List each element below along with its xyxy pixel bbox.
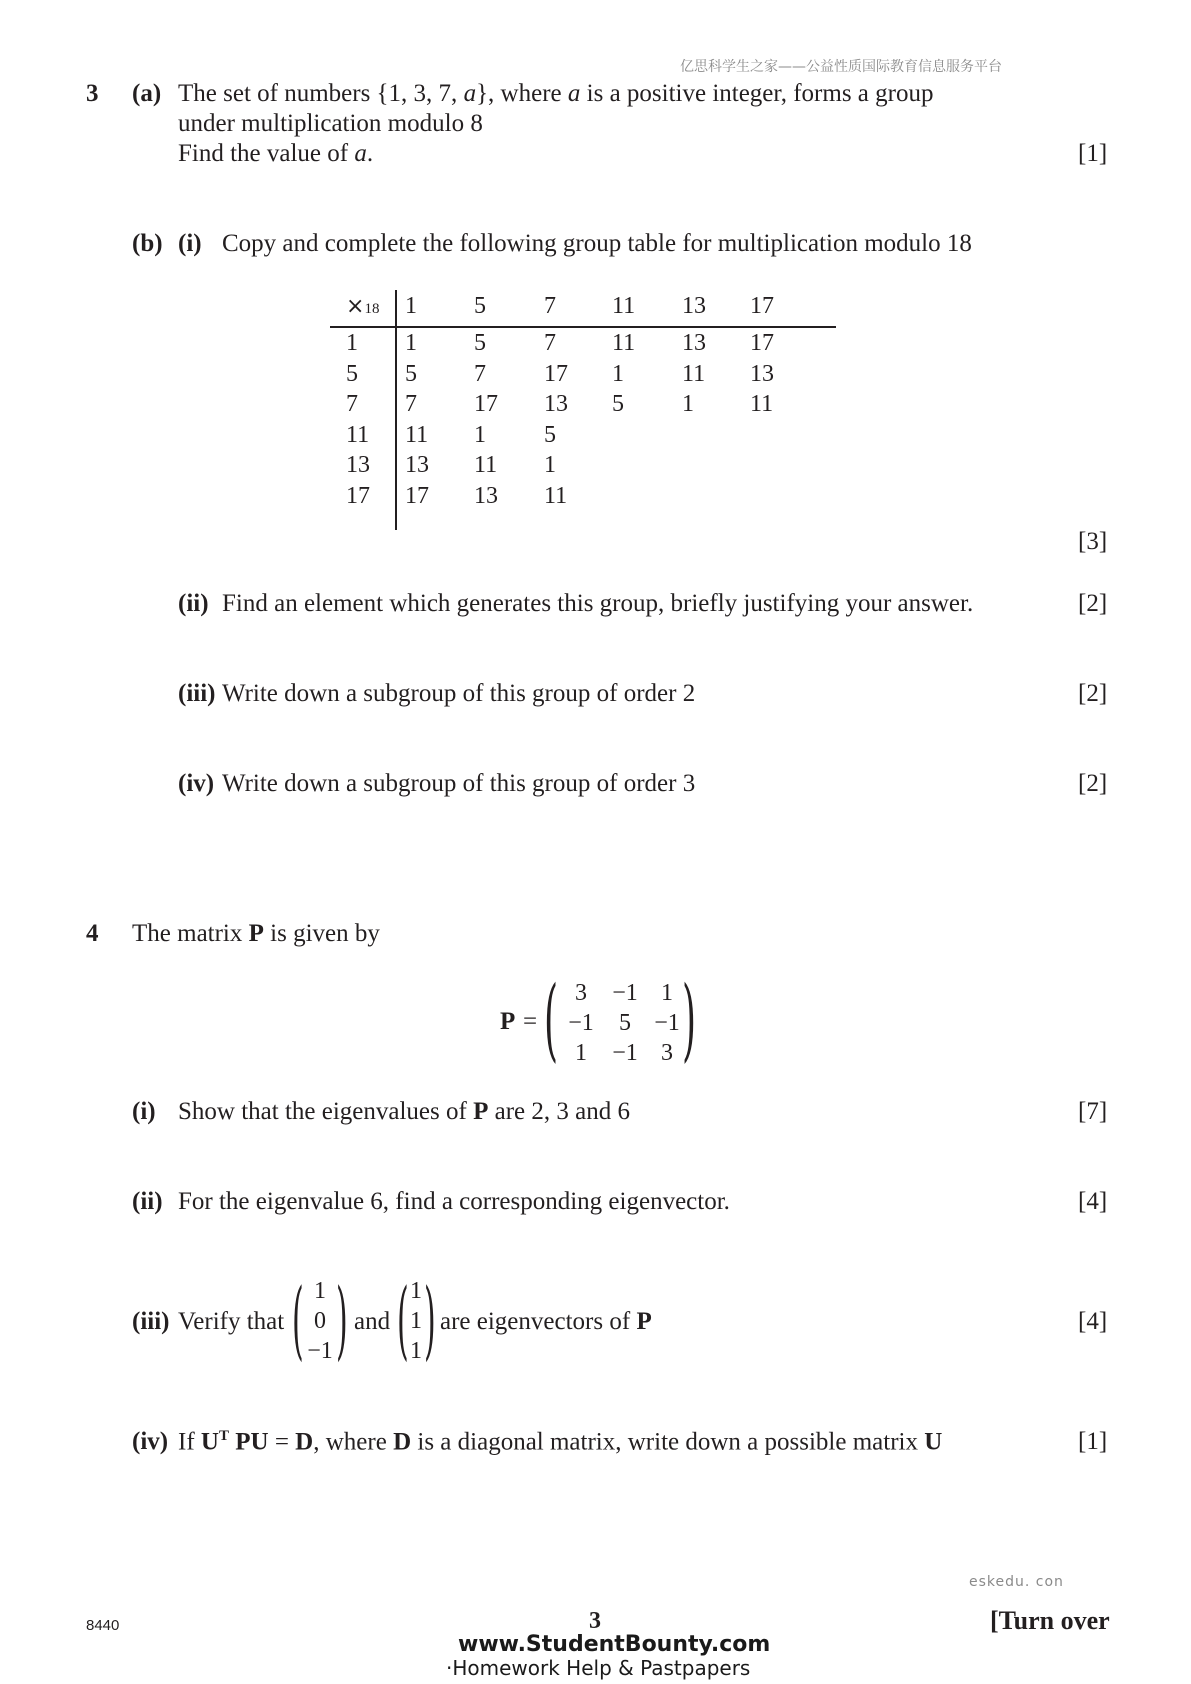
table-cell: 13: [544, 391, 568, 417]
table-cell: 13: [750, 360, 774, 387]
table-cell: 7: [544, 330, 556, 356]
paper-code: 8440: [86, 1617, 120, 1634]
matrix-entry: 5: [619, 1010, 631, 1036]
marks-4iii: [4]: [1078, 1308, 1108, 1335]
part-label-3b: (b): [132, 230, 163, 257]
subpart-label-4iii: (iii): [132, 1308, 170, 1335]
table-cell: 13: [682, 330, 706, 356]
table-cell: 1: [544, 452, 556, 478]
table-header-cell: 7: [544, 293, 556, 319]
table-cell: 17: [405, 482, 429, 509]
matrix-left-paren: (: [544, 970, 559, 1073]
table-cell: 5: [612, 391, 624, 417]
group-table: [330, 290, 836, 530]
q4ii-text: For the eigenvalue 6, find a corresponding eigenvector.: [178, 1188, 730, 1215]
subpart-label-3bi: (i): [178, 230, 202, 257]
table-cell: 1: [405, 330, 417, 356]
table-horizontal-rule: [330, 326, 836, 328]
matrix-entry: 3: [575, 980, 587, 1006]
question-number-3: 3: [86, 80, 99, 107]
marks-4iv: [1]: [1078, 1428, 1108, 1455]
table-header-cell: 17: [750, 293, 774, 319]
vector1-right-paren: ): [336, 1272, 348, 1372]
page-number: 3: [589, 1608, 601, 1634]
table-cell: 13: [474, 482, 498, 509]
vector-entry: 1: [314, 1278, 326, 1304]
q3biii-text: Write down a subgroup of this group of order 2: [222, 680, 696, 707]
table-row-header: 7: [346, 391, 358, 417]
table-header-cell: 13: [682, 293, 706, 319]
q3a-line1: The set of numbers {1, 3, 7, a}, where a is a positive integer, forms a group: [178, 80, 934, 107]
table-cell: 11: [612, 330, 636, 356]
q3biv-text: Write down a subgroup of this group of order 3: [222, 770, 696, 797]
matrix-entry: 1: [661, 980, 673, 1006]
part-label-3a: (a): [132, 80, 162, 107]
subpart-label-4ii: (ii): [132, 1188, 163, 1215]
table-header-cell: 1: [405, 293, 417, 319]
table-cell: 11: [474, 452, 498, 478]
table-cell: 17: [750, 330, 774, 356]
vector1-left-paren: (: [292, 1272, 304, 1372]
q4iii-post: are eigenvectors of P: [440, 1308, 652, 1335]
q3a-line2: under multiplication modulo 8: [178, 110, 483, 137]
watermark-footer: eskedu. con: [969, 1574, 1064, 1590]
table-cell: 17: [544, 360, 568, 387]
q4iv-text: If $U^T$ PU = D, where D is a diagonal matrix, write down a possible matrix U: [178, 1428, 943, 1456]
table-cell: 7: [474, 360, 486, 387]
table-cell: 5: [405, 360, 417, 387]
table-cell: 13: [405, 452, 429, 478]
subpart-label-3biv: (iv): [178, 770, 215, 797]
table-cell: 1: [682, 391, 694, 417]
table-cell: 7: [405, 391, 417, 417]
vector-entry: 1: [410, 1308, 422, 1334]
marks-3biii: [2]: [1078, 680, 1108, 707]
table-cell: 11: [750, 391, 774, 417]
q3a-line3: Find the value of a.: [178, 140, 374, 167]
matrix-entry: 1: [575, 1040, 587, 1066]
q4iii-pre: Verify that: [178, 1308, 285, 1335]
q3bii-text: Find an element which generates this group, briefly justifying your answer.: [222, 590, 974, 617]
matrix-label-p: P: [500, 1008, 516, 1035]
table-row-header: 5: [346, 360, 358, 387]
table-cell: 1: [612, 360, 624, 387]
question-number-4: 4: [86, 920, 99, 947]
vector-entry: 0: [314, 1308, 326, 1334]
matrix-entry: 3: [661, 1040, 673, 1066]
marks-4ii: [4]: [1078, 1188, 1108, 1215]
table-cell: 11: [682, 360, 706, 387]
marks-3bi: [3]: [1078, 528, 1108, 555]
marks-3bii: [2]: [1078, 590, 1108, 617]
matrix-equals: =: [523, 1008, 538, 1035]
matrix-entry: −1: [612, 1040, 638, 1066]
marks-3a: [1]: [1078, 140, 1108, 167]
vector2-left-paren: (: [397, 1272, 409, 1372]
q3bi-text: Copy and complete the following group table for multiplication modulo 18: [222, 230, 972, 257]
table-cell: 11: [544, 482, 568, 509]
subpart-label-3biii: (iii): [178, 680, 216, 707]
matrix-entry: −1: [612, 980, 638, 1006]
marks-3biv: [2]: [1078, 770, 1108, 797]
watermark-header: 亿思科学生之家——公益性质国际教育信息服务平台: [680, 59, 1002, 75]
vector-entry: 1: [410, 1338, 422, 1364]
table-corner: ×18: [346, 294, 380, 319]
subpart-label-4iv: (iv): [132, 1428, 169, 1455]
subpart-label-4i: (i): [132, 1098, 156, 1125]
vector2-right-paren: ): [424, 1272, 436, 1372]
vector-entry: 1: [410, 1278, 422, 1304]
matrix-entry: −1: [654, 1010, 680, 1036]
table-row-header: 17: [346, 482, 370, 509]
table-cell: 5: [474, 330, 486, 356]
studentbounty-logo: www.StudentBounty.com: [458, 1632, 771, 1657]
marks-4i: [7]: [1078, 1098, 1108, 1125]
table-row-header: 1: [346, 330, 358, 356]
table-cell: 11: [405, 421, 429, 448]
studentbounty-tagline: ·Homework Help & Pastpapers: [446, 1656, 751, 1680]
table-row-header: 11: [346, 421, 370, 448]
matrix-right-paren: ): [682, 970, 697, 1073]
table-header-cell: 11: [612, 293, 636, 319]
matrix-entry: −1: [568, 1010, 594, 1036]
table-cell: 1: [474, 421, 486, 448]
q4i-text: Show that the eigenvalues of P are 2, 3 and 6: [178, 1098, 630, 1125]
subpart-label-3bii: (ii): [178, 590, 209, 617]
q4iii-and: and: [354, 1308, 391, 1335]
turn-over: [Turn over: [990, 1606, 1110, 1635]
vector-entry: −1: [307, 1338, 333, 1364]
table-header-cell: 5: [474, 293, 486, 319]
table-cell: 17: [474, 391, 498, 417]
table-row-header: 13: [346, 452, 370, 478]
table-cell: 5: [544, 421, 556, 448]
q4-intro: The matrix P is given by: [132, 920, 380, 947]
